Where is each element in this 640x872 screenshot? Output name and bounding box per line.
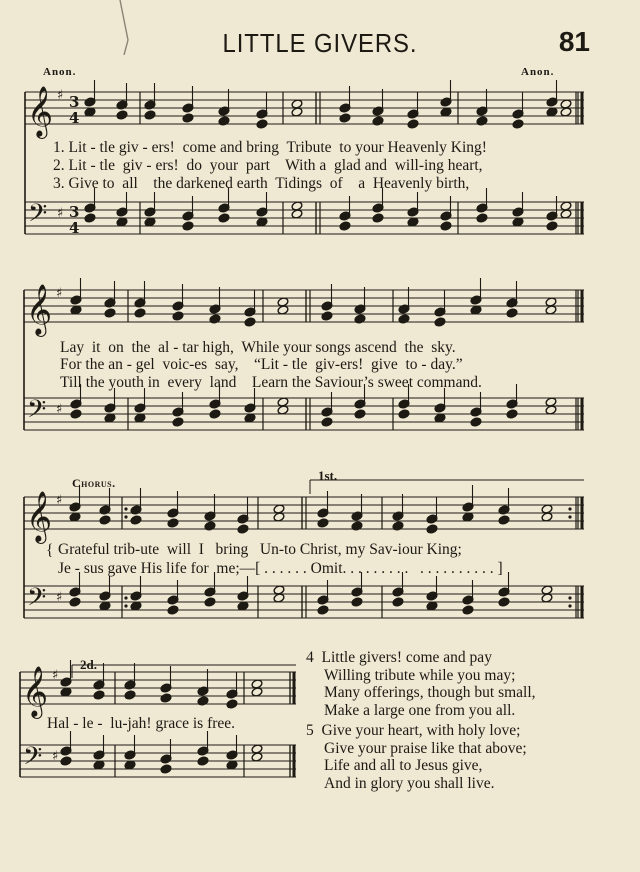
note-head	[462, 605, 474, 615]
sharp-icon: ♯	[57, 88, 64, 103]
verse-4-line-2: Willing tribute while you may;	[324, 666, 516, 684]
note-head	[244, 317, 256, 327]
system-1-lyric-line-1: 1. Lit - tle giv - ers! come and bring Tribute to your Heavenly King!	[53, 139, 487, 156]
system-3-lyric-line-2: Je - sus gave His life for me;—[ . . . . . . Omit. . . . . . . . . . . . . . . . . . . ]	[58, 560, 503, 577]
repeat-dot	[568, 604, 571, 607]
note-head	[476, 213, 488, 223]
music-credit: Anon.	[521, 66, 555, 78]
treble-clef-icon: 𝄞	[26, 491, 53, 542]
sharp-icon: ♯	[56, 493, 63, 508]
note-head	[218, 116, 230, 126]
verse-4-line-3: Many offerings, though but small,	[324, 684, 536, 701]
note-head	[70, 409, 82, 419]
note-head	[351, 521, 363, 531]
note-head	[93, 690, 105, 700]
verse-5-line-2: Give your praise like that above;	[324, 739, 527, 757]
note-head	[392, 597, 404, 607]
system-1-lyric-line-3: 3. Give to all the darkened earth Tidings of a Heavenly birth,	[53, 175, 470, 192]
system-4-lyric-line-1: Hal - le - lu-jah! grace is free.	[47, 715, 236, 732]
note-head	[392, 521, 404, 531]
sharp-icon: ♯	[52, 668, 59, 683]
verse-4	[306, 650, 536, 718]
second-ending-label: 2d.	[80, 657, 97, 672]
chorus-label: Chorus.	[72, 476, 116, 490]
treble-clef-icon: 𝄞	[26, 284, 53, 335]
system-2-lyric-line-2: For the an - gel voic-es say, “Lit - tle giv-ers! give to - day.”	[60, 356, 463, 373]
note-head	[134, 308, 146, 318]
note-head	[237, 524, 249, 534]
note-head	[209, 409, 221, 419]
note-head	[160, 693, 172, 703]
note-head	[60, 756, 72, 766]
chorus-brace-top: {	[46, 542, 54, 559]
verse-5-line-4: And in glory you shall live.	[324, 774, 495, 792]
note-head	[351, 597, 363, 607]
system-1-lyric-line-2: 2. Lit - tle giv - ers! do your part With a glad and will-ing heart,	[53, 157, 483, 174]
bass-clef-icon: 𝄢	[27, 583, 47, 618]
note-head	[197, 756, 209, 766]
words-credit: Anon.	[43, 66, 77, 78]
note-head	[372, 116, 384, 126]
verse-4-line-4: Make a large one from you all.	[324, 701, 516, 719]
note-head	[398, 314, 410, 324]
note-head	[256, 119, 268, 129]
verse-4-line-1: 4 Little givers! come and pay	[306, 649, 492, 666]
note-head	[182, 221, 194, 231]
verse-5-line-1: 5 Give your heart, with holy love;	[306, 722, 521, 739]
treble-clef-icon: 𝄞	[22, 666, 49, 717]
repeat-dot	[124, 604, 127, 607]
verse-5	[306, 723, 527, 791]
note-head	[172, 417, 184, 427]
treble-clef-icon: 𝄞	[27, 86, 54, 137]
note-head	[407, 119, 419, 129]
sharp-icon: ♯	[56, 402, 63, 417]
note-head	[506, 409, 518, 419]
note-head	[204, 597, 216, 607]
note-head	[160, 764, 172, 774]
note-head	[84, 213, 96, 223]
note-head	[124, 690, 136, 700]
sharp-icon: ♯	[56, 590, 63, 605]
first-ending-label: 1st.	[318, 468, 338, 483]
note-head	[182, 113, 194, 123]
repeat-dot	[124, 596, 127, 599]
note-head	[204, 521, 216, 531]
note-head	[434, 317, 446, 327]
note-head	[226, 699, 238, 709]
system-2-lyric-line-3: Till the youth in every land Learn the Saviour’s sweet command.	[60, 374, 482, 391]
sharp-icon: ♯	[52, 749, 59, 764]
note-head	[99, 515, 111, 525]
repeat-dot	[568, 596, 571, 599]
note-head	[144, 110, 156, 120]
note-head	[317, 518, 329, 528]
repeat-dot	[568, 507, 571, 510]
system-2-lyric-line-1: Lay it on the al - tar high, While your songs ascend the sky.	[60, 339, 456, 356]
note-head	[116, 110, 128, 120]
note-head	[512, 119, 524, 129]
note-head	[69, 597, 81, 607]
note-head	[167, 518, 179, 528]
time-signature-top: 3	[69, 93, 80, 111]
note-head	[209, 314, 221, 324]
note-head	[354, 409, 366, 419]
time-signature-bottom: 4	[69, 109, 80, 127]
note-head	[197, 696, 209, 706]
note-head	[506, 308, 518, 318]
note-head	[321, 417, 333, 427]
time-signature-bottom: 4	[69, 219, 80, 237]
bass-clef-icon: 𝄢	[27, 395, 47, 430]
repeat-dot	[124, 515, 127, 518]
note-head	[172, 311, 184, 321]
note-head	[498, 597, 510, 607]
sharp-icon: ♯	[56, 286, 63, 301]
repeat-dot	[124, 507, 127, 510]
note-head	[372, 213, 384, 223]
note-head	[218, 213, 230, 223]
note-head	[317, 605, 329, 615]
bass-clef-icon: 𝄢	[28, 199, 48, 234]
note-head	[470, 417, 482, 427]
note-head	[440, 221, 452, 231]
note-head	[426, 524, 438, 534]
note-head	[130, 515, 142, 525]
note-head	[546, 221, 558, 231]
note-head	[498, 515, 510, 525]
note-head	[167, 605, 179, 615]
system-3-lyric-line-1: Grateful trib-ute will I bring Un-to Christ, my Sav-iour King;	[58, 541, 462, 558]
note-head	[321, 311, 333, 321]
note-head	[104, 308, 116, 318]
bass-clef-icon: 𝄢	[23, 742, 43, 777]
page-number: 81	[558, 26, 590, 57]
note-head	[476, 116, 488, 126]
note-head	[339, 113, 351, 123]
time-signature-top: 3	[69, 203, 80, 221]
repeat-dot	[568, 515, 571, 518]
sharp-icon: ♯	[57, 206, 64, 221]
note-head	[354, 314, 366, 324]
page-title: LITTLE GIVERS.	[222, 28, 418, 58]
verse-5-line-3: Life and all to Jesus give,	[324, 757, 483, 774]
note-head	[339, 221, 351, 231]
note-head	[398, 409, 410, 419]
